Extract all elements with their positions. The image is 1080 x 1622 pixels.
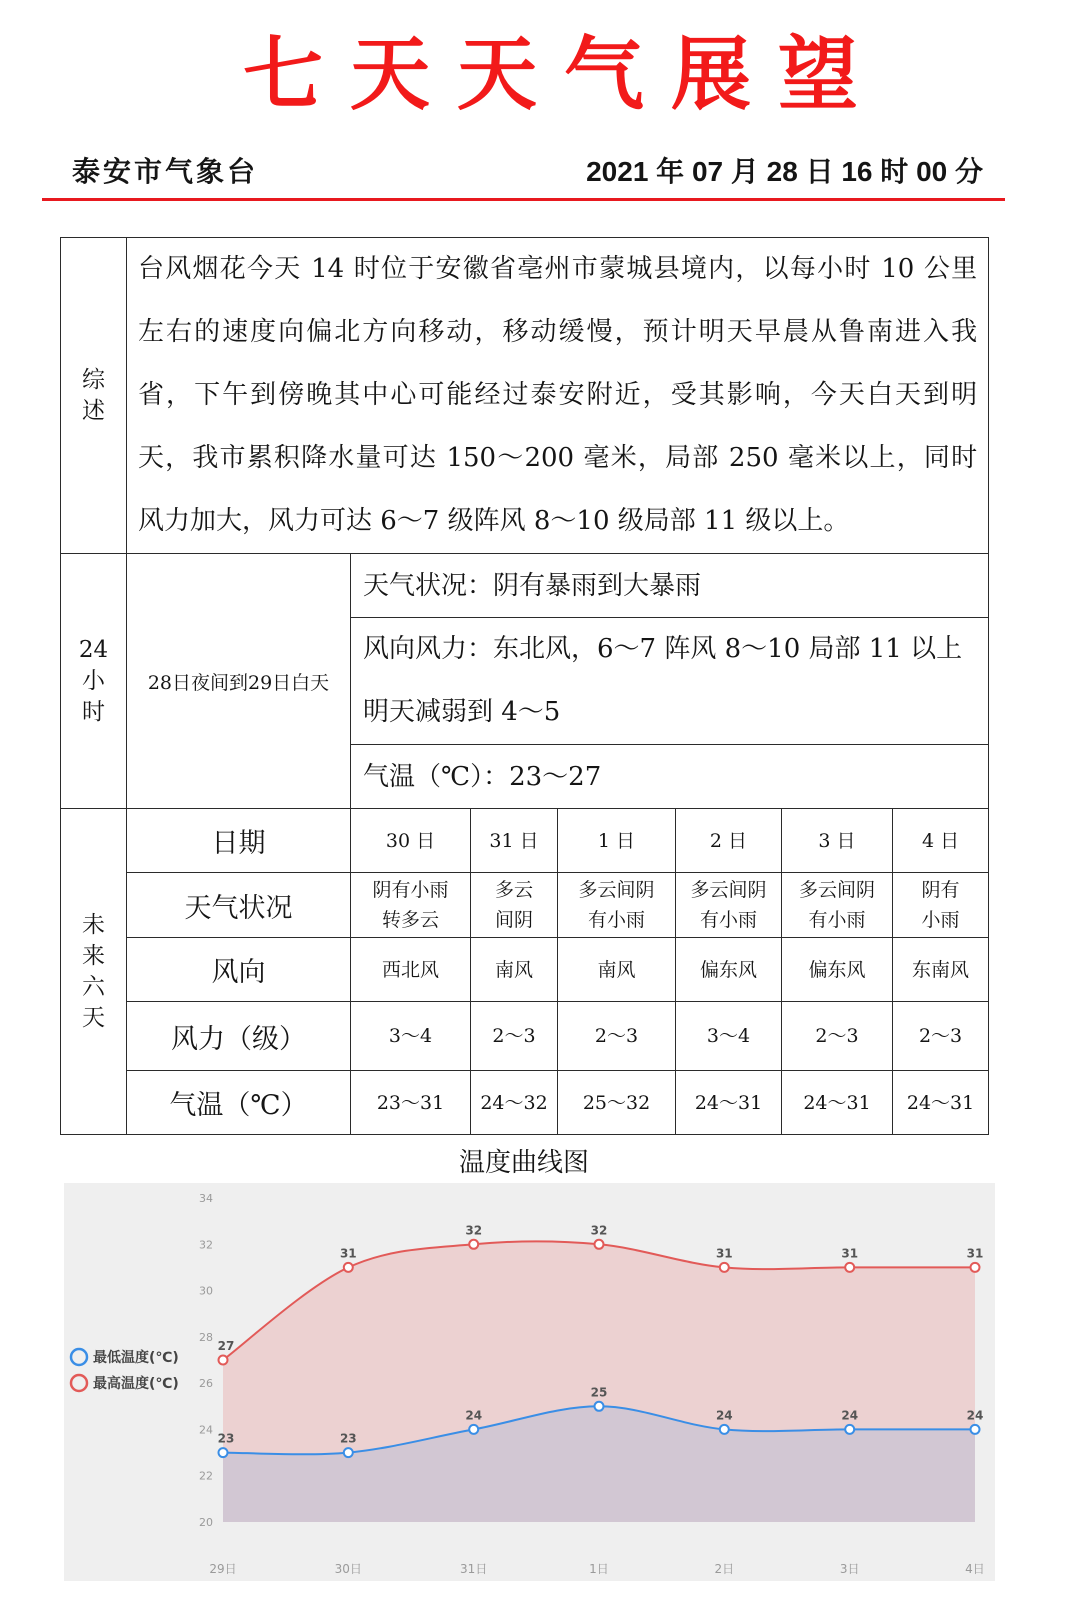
day-weather-line: 转多云 xyxy=(381,909,439,931)
data-label: 27 xyxy=(217,1339,235,1353)
day-wind-force: 2～3 xyxy=(893,1002,989,1071)
day-wind-force: 2～3 xyxy=(471,1002,558,1071)
forecast-table xyxy=(60,237,989,1135)
data-label: 25 xyxy=(590,1385,608,1400)
day-weather xyxy=(893,873,989,938)
data-point xyxy=(595,1240,604,1249)
data-point xyxy=(971,1425,980,1434)
next-24h-weather: 天气状况：阴有暴雨到大暴雨 xyxy=(351,554,989,618)
y-tick-label: 32 xyxy=(199,1238,213,1252)
next-24h-section-label: 24小时 xyxy=(78,636,109,725)
next-24h-wind xyxy=(351,618,989,745)
day-temperature: 24～31 xyxy=(782,1071,893,1135)
y-tick-label: 28 xyxy=(199,1330,213,1344)
day-date: 2 日 xyxy=(676,809,782,873)
next-24h-wind-line: 风向风力：东北风，6～7 阵风 8～10 局部 11 以上 xyxy=(363,634,963,664)
day-wind-direction: 南风 xyxy=(471,938,558,1002)
six-day-section-label: 未来六天 xyxy=(82,911,105,1031)
data-label: 31 xyxy=(841,1246,859,1261)
next-24h-temperature: 气温（℃）：23～27 xyxy=(351,745,989,809)
day-temperature: 24～31 xyxy=(676,1071,782,1135)
y-tick-label: 30 xyxy=(199,1284,213,1298)
day-wind-direction: 南风 xyxy=(558,938,676,1002)
x-tick-label: 30日 xyxy=(334,1562,362,1576)
day-date: 4 日 xyxy=(893,809,989,873)
temperature-chart xyxy=(64,1183,995,1581)
y-tick-label: 22 xyxy=(199,1469,213,1483)
day-temperature: 23～31 xyxy=(351,1071,471,1135)
summary-line: 左右的速度向偏北方向移动，移动缓慢，预计明天早晨从鲁南进入我 xyxy=(138,317,978,347)
day-wind-force: 3～4 xyxy=(676,1002,782,1071)
day-date: 31 日 xyxy=(471,809,558,873)
data-label: 31 xyxy=(966,1246,984,1261)
next-24h-section-cell xyxy=(61,554,127,809)
summary-text xyxy=(127,238,989,554)
six-day-wind-direction-row xyxy=(61,938,989,1002)
data-point xyxy=(344,1263,353,1272)
day-weather-line: 小雨 xyxy=(921,909,960,931)
day-temperature: 25～32 xyxy=(558,1071,676,1135)
x-tick-label: 2日 xyxy=(714,1562,735,1576)
next-24h-wind-line: 明天减弱到 4～5 xyxy=(363,697,561,727)
row-label-temperature: 气温（℃） xyxy=(127,1071,351,1135)
data-label: 24 xyxy=(841,1408,859,1423)
day-temperature: 24～31 xyxy=(893,1071,989,1135)
data-label: 23 xyxy=(217,1431,235,1446)
six-day-date-row xyxy=(61,809,989,873)
y-tick-label: 20 xyxy=(199,1516,213,1529)
day-wind-direction: 偏东风 xyxy=(676,938,782,1002)
data-label: 24 xyxy=(715,1408,733,1423)
day-weather-line: 多云间阴 xyxy=(578,879,655,901)
data-point xyxy=(845,1263,854,1272)
day-weather xyxy=(782,873,893,938)
day-weather xyxy=(351,873,471,938)
day-date: 30 日 xyxy=(351,809,471,873)
six-day-weather-row xyxy=(61,873,989,938)
six-day-temperature-row xyxy=(61,1071,989,1135)
issue-time: 2021 年 07 月 28 日 16 时 00 分 xyxy=(586,156,983,187)
data-label: 24 xyxy=(465,1408,483,1423)
day-wind-direction: 东南风 xyxy=(893,938,989,1002)
data-point xyxy=(469,1240,478,1249)
day-wind-force: 2～3 xyxy=(558,1002,676,1071)
summary-section-cell xyxy=(61,238,127,554)
data-label: 31 xyxy=(715,1246,733,1261)
day-weather-line: 阴有 xyxy=(921,879,960,901)
data-point xyxy=(469,1425,478,1434)
day-weather-line: 有小雨 xyxy=(587,909,645,931)
six-day-wind-force-row xyxy=(61,1002,989,1071)
x-tick-label: 1日 xyxy=(589,1562,609,1576)
x-tick-label: 31日 xyxy=(460,1562,488,1576)
day-wind-direction: 偏东风 xyxy=(782,938,893,1002)
day-wind-force: 2～3 xyxy=(782,1002,893,1071)
day-weather-line: 多云间阴 xyxy=(690,879,767,901)
header-divider xyxy=(42,198,1005,201)
data-point xyxy=(720,1425,729,1434)
summary-line: 省，下午到傍晚其中心可能经过泰安附近，受其影响，今天白天到明 xyxy=(138,380,978,410)
data-point xyxy=(344,1448,353,1457)
x-tick-label: 29日 xyxy=(209,1562,237,1576)
y-tick-label: 24 xyxy=(199,1423,213,1437)
document-title: 七天天气展望 xyxy=(243,27,885,121)
y-tick-label: 26 xyxy=(199,1377,213,1391)
day-weather xyxy=(558,873,676,938)
data-point xyxy=(219,1356,228,1365)
day-wind-direction: 西北风 xyxy=(351,938,471,1002)
summary-line: 台风烟花今天 14 时位于安徽省亳州市蒙城县境内，以每小时 10 公里 xyxy=(138,254,978,284)
row-label-date: 日期 xyxy=(127,809,351,873)
six-day-section-cell xyxy=(61,809,127,1135)
day-temperature: 24～32 xyxy=(471,1071,558,1135)
data-label: 24 xyxy=(966,1408,984,1423)
row-label-wind-direction: 风向 xyxy=(127,938,351,1002)
day-weather-line: 多云 xyxy=(494,879,533,901)
day-date: 1 日 xyxy=(558,809,676,873)
legend-label: 最低温度(℃) xyxy=(93,1350,179,1366)
summary-section-label: 综述 xyxy=(82,366,105,424)
row-label-weather: 天气状况 xyxy=(127,873,351,938)
legend-label: 最高温度(℃) xyxy=(93,1376,179,1392)
day-weather xyxy=(676,873,782,938)
issuing-station: 泰安市气象台 xyxy=(72,155,259,188)
y-tick-label: 34 xyxy=(199,1192,213,1205)
day-wind-force: 3～4 xyxy=(351,1002,471,1071)
data-point xyxy=(595,1402,604,1411)
day-weather-line: 有小雨 xyxy=(808,909,866,931)
day-weather-line: 多云间阴 xyxy=(798,879,875,901)
x-tick-label: 3日 xyxy=(839,1562,860,1576)
x-tick-label: 4日 xyxy=(965,1562,985,1576)
day-weather-line: 有小雨 xyxy=(699,909,757,931)
data-label: 32 xyxy=(465,1223,483,1238)
summary-line: 风力加大，风力可达 6～7 级阵风 8～10 级局部 11 级以上。 xyxy=(138,506,850,536)
next-24h-weather-row xyxy=(61,554,989,618)
row-label-wind-force: 风力（级） xyxy=(127,1002,351,1071)
data-point xyxy=(971,1263,980,1272)
summary-row xyxy=(61,238,989,554)
data-point xyxy=(720,1263,729,1272)
data-label: 23 xyxy=(339,1431,357,1446)
data-label: 32 xyxy=(590,1223,608,1238)
summary-line: 天，我市累积降水量可达 150～200 毫米，局部 250 毫米以上，同时 xyxy=(138,443,978,473)
next-24h-period: 28日夜间到29日白天 xyxy=(127,554,351,809)
data-point xyxy=(219,1448,228,1457)
chart-title: 温度曲线图 xyxy=(458,1148,589,1178)
day-weather xyxy=(471,873,558,938)
data-label: 31 xyxy=(339,1246,357,1261)
day-weather-line: 阴有小雨 xyxy=(372,879,449,901)
data-point xyxy=(845,1425,854,1434)
day-weather-line: 间阴 xyxy=(494,909,533,931)
day-date: 3 日 xyxy=(782,809,893,873)
